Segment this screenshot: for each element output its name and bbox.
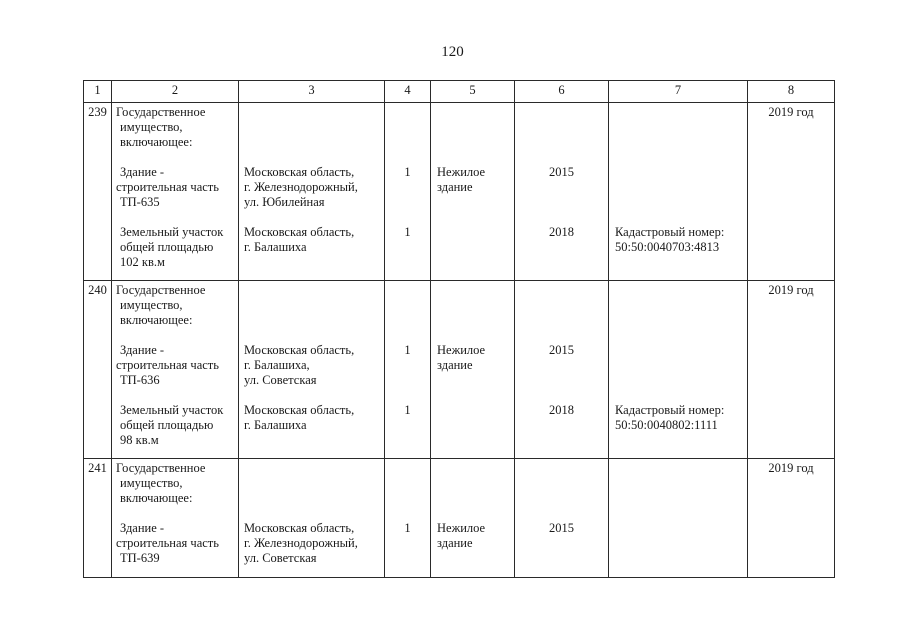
- cadastral-cell: [609, 459, 748, 578]
- year-value: 2018: [549, 225, 574, 239]
- building-name: ТП-636: [120, 373, 160, 387]
- group-label: Государственное: [116, 461, 206, 475]
- cadastral-line: Кадастровый номер:: [615, 225, 725, 239]
- year-cell: [515, 103, 609, 281]
- type-value: здание: [437, 358, 473, 372]
- land-name: Земельный участок: [120, 403, 224, 417]
- address-line: г. Балашиха: [244, 418, 307, 432]
- plan-year-cell: 2019 год: [748, 103, 835, 281]
- item-description-cell: [112, 281, 239, 459]
- plan-year-cell: 2019 год: [748, 281, 835, 459]
- address-line: Московская область,: [244, 403, 355, 417]
- quantity-value: 1: [404, 403, 411, 417]
- header-row: [84, 81, 835, 103]
- type-value: здание: [437, 536, 473, 550]
- column-header: 7: [609, 81, 748, 103]
- plan-year-cell: 2019 год: [748, 459, 835, 578]
- quantity-cell: [385, 281, 431, 459]
- address-line: Московская область,: [244, 165, 355, 179]
- row-number: 240: [84, 281, 112, 459]
- type-value: Нежилое: [437, 165, 486, 179]
- column-header: 8: [748, 81, 835, 103]
- column-header: 4: [385, 81, 431, 103]
- group-label: включающее:: [120, 135, 193, 149]
- group-label: имущество,: [120, 476, 183, 490]
- column-header: 2: [112, 81, 239, 103]
- address-line: г. Балашиха: [244, 240, 307, 254]
- type-value: Нежилое: [437, 343, 486, 357]
- year-value: 2015: [549, 343, 574, 357]
- type-value: Нежилое: [437, 521, 486, 535]
- type-cell: [431, 459, 515, 578]
- address-line: г. Железнодорожный,: [244, 180, 358, 194]
- quantity-cell: [385, 459, 431, 578]
- group-label: включающее:: [120, 491, 193, 505]
- building-name: ТП-635: [120, 195, 160, 209]
- row-number: 241: [84, 459, 112, 578]
- land-name: 102 кв.м: [120, 255, 165, 269]
- column-header: 1: [84, 81, 112, 103]
- item-description-cell: [112, 459, 239, 578]
- building-name: строительная часть: [116, 358, 219, 372]
- year-value: 2015: [549, 165, 574, 179]
- group-label: имущество,: [120, 298, 183, 312]
- cadastral-cell: [609, 103, 748, 281]
- row-number: 239: [84, 103, 112, 281]
- type-cell: [431, 281, 515, 459]
- table-row: [84, 281, 835, 459]
- group-label: Государственное: [116, 283, 206, 297]
- cadastral-line: Кадастровый номер:: [615, 403, 725, 417]
- table-row: [84, 459, 835, 578]
- building-name: ТП-639: [120, 551, 160, 565]
- cadastral-cell: [609, 281, 748, 459]
- land-name: Земельный участок: [120, 225, 224, 239]
- year-cell: [515, 459, 609, 578]
- column-header: 3: [239, 81, 385, 103]
- column-header: 5: [431, 81, 515, 103]
- table-row: [84, 103, 835, 281]
- address-cell: [239, 103, 385, 281]
- building-name: строительная часть: [116, 536, 219, 550]
- address-cell: [239, 281, 385, 459]
- group-label: Государственное: [116, 105, 206, 119]
- group-label: включающее:: [120, 313, 193, 327]
- address-line: ул. Советская: [244, 551, 317, 565]
- year-value: 2018: [549, 403, 574, 417]
- quantity-cell: [385, 103, 431, 281]
- quantity-value: 1: [404, 165, 411, 179]
- type-value: здание: [437, 180, 473, 194]
- building-name: Здание -: [120, 343, 165, 357]
- building-name: строительная часть: [116, 180, 219, 194]
- land-name: 98 кв.м: [120, 433, 159, 447]
- address-line: ул. Советская: [244, 373, 317, 387]
- cadastral-line: 50:50:0040802:1111: [615, 418, 718, 432]
- land-name: общей площадью: [120, 418, 214, 432]
- address-line: ул. Юбилейная: [244, 195, 325, 209]
- item-description-cell: [112, 103, 239, 281]
- page-number: 120: [441, 44, 464, 60]
- year-cell: [515, 281, 609, 459]
- address-line: Московская область,: [244, 521, 355, 535]
- quantity-value: 1: [404, 343, 411, 357]
- group-label: имущество,: [120, 120, 183, 134]
- address-line: Московская область,: [244, 343, 355, 357]
- type-cell: [431, 103, 515, 281]
- address-line: г. Балашиха,: [244, 358, 310, 372]
- building-name: Здание -: [120, 165, 165, 179]
- column-header: 6: [515, 81, 609, 103]
- quantity-value: 1: [404, 521, 411, 535]
- address-line: Московская область,: [244, 225, 355, 239]
- land-name: общей площадью: [120, 240, 214, 254]
- quantity-value: 1: [404, 225, 411, 239]
- property-table: [83, 80, 835, 578]
- year-value: 2015: [549, 521, 574, 535]
- address-line: г. Железнодорожный,: [244, 536, 358, 550]
- cadastral-line: 50:50:0040703:4813: [615, 240, 720, 254]
- building-name: Здание -: [120, 521, 165, 535]
- address-cell: [239, 459, 385, 578]
